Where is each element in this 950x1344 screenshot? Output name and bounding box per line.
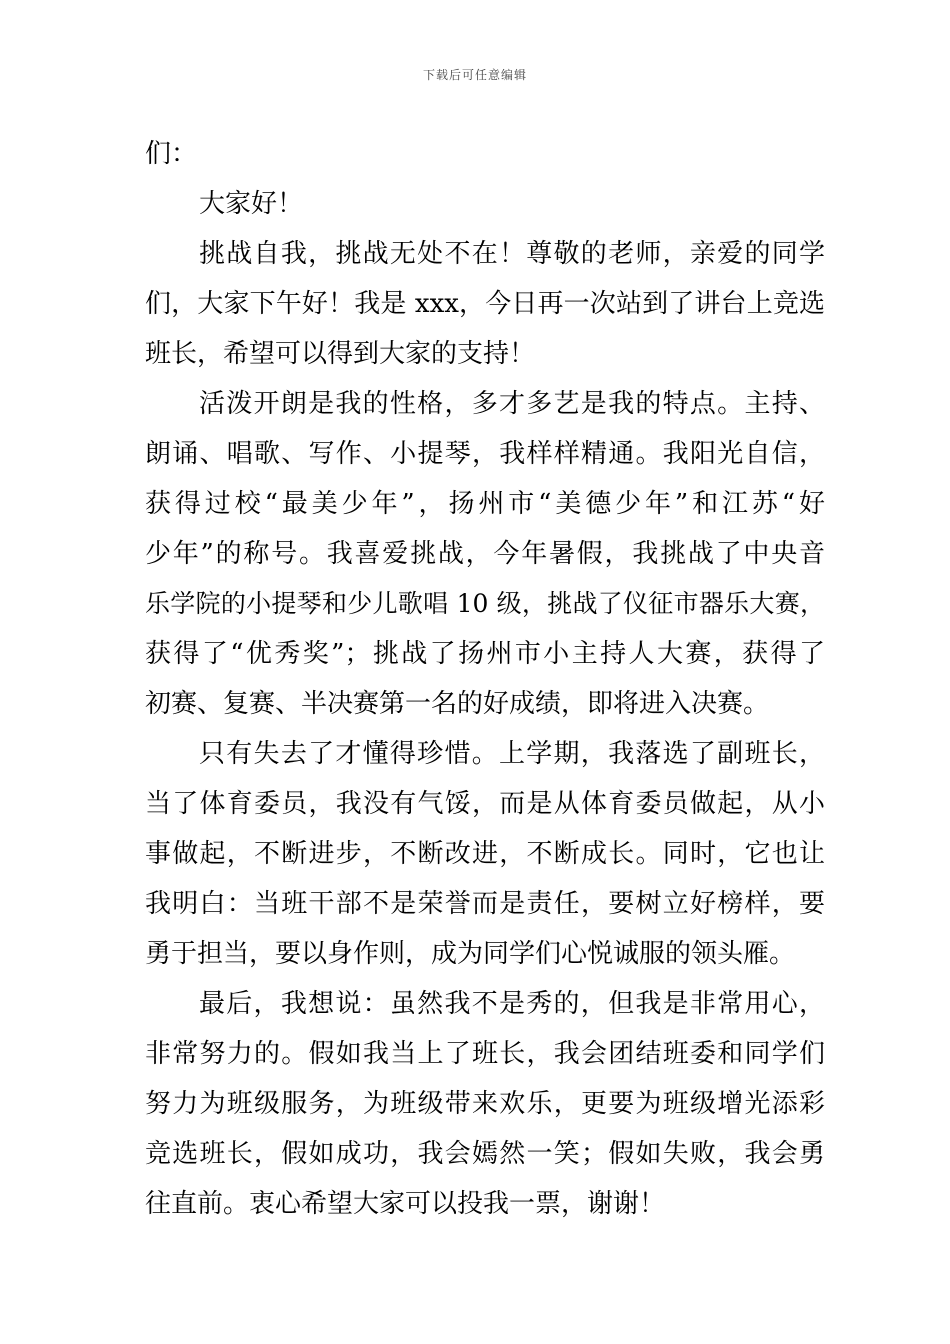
text-line: 少年”的称号。我喜爱挑战，今年暑假，我挑战了中央音 [145, 539, 825, 569]
text-line: 努力为班级服务，为班级带来欢乐，更要为班级增光添彩 [145, 1089, 825, 1119]
text-line: 我明白：当班干部不是荣誉而是责任，要树立好榜样，要 [145, 889, 825, 919]
text-line: 勇于担当，要以身作则，成为同学们心悦诚服的领头雁。 [145, 939, 796, 969]
text-line: 班长，希望可以得到大家的支持！ [145, 339, 536, 369]
text-line: 乐学院的小提琴和少儿歌唱 10 级，挑战了仪征市器乐大赛， [145, 589, 825, 618]
text-line: 挑战自我，挑战无处不在！尊敬的老师，亲爱的同学 [199, 239, 825, 269]
text-line: 活泼开朗是我的性格，多才多艺是我的特点。主持、 [199, 389, 825, 419]
text-line: 最后，我想说：虽然我不是秀的，但我是非常用心， [199, 989, 825, 1019]
text-line: 非常努力的。假如我当上了班长，我会团结班委和同学们 [145, 1039, 825, 1069]
text-line: 往直前。衷心希望大家可以投我一票，谢谢！ [145, 1189, 666, 1219]
text-line: 朗诵、唱歌、写作、小提琴，我样样精通。我阳光自信， [145, 439, 825, 469]
text-line: 们： [145, 139, 198, 169]
text-line: 只有失去了才懂得珍惜。上学期，我落选了副班长， [199, 739, 825, 769]
text-line: 获得了“优秀奖”；挑战了扬州市小主持人大赛，获得了 [145, 639, 825, 669]
text-line: 事做起，不断进步，不断改进，不断成长。同时，它也让 [145, 839, 825, 869]
document-body [145, 129, 825, 1229]
text-line: 当了体育委员，我没有气馁，而是从体育委员做起，从小 [145, 789, 825, 819]
text-line: 获得过校“最美少年”，扬州市“美德少年”和江苏“好 [145, 489, 825, 519]
page-header-note: 下载后可任意编辑 [422, 68, 527, 82]
text-line: 们，大家下午好！我是 xxx，今日再一次站到了讲台上竞选 [145, 289, 825, 319]
text-line: 初赛、复赛、半决赛第一名的好成绩，即将进入决赛。 [145, 689, 770, 719]
text-line: 竞选班长，假如成功，我会嫣然一笑；假如失败，我会勇 [145, 1139, 825, 1169]
text-line: 大家好！ [199, 189, 304, 219]
